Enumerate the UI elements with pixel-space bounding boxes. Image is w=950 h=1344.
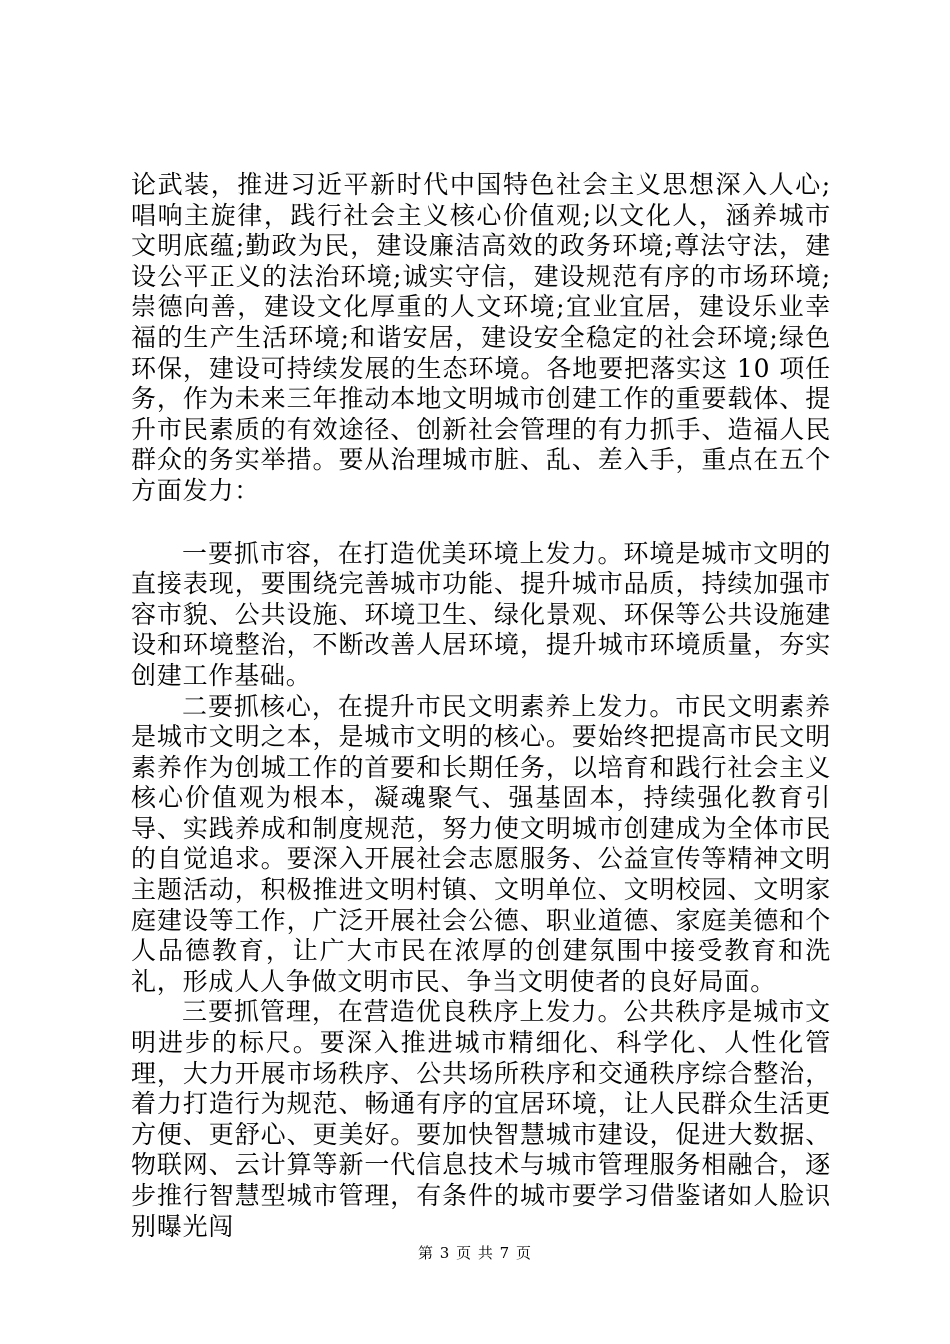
paragraph-city-appearance: 一要抓市容，在打造优美环境上发力。环境是城市文明的直接表现，要围绕完善城市功能、提升城市品质，持续加强市容市貌、公共设施、环境卫生、绿化景观、环保等公共设施建设和环境整治，不断改善人居环境，提升城市环境质量，夯实创建工作基础。 bbox=[131, 538, 831, 690]
document-body bbox=[131, 170, 831, 1242]
paragraph-citizen-civility: 二要抓核心，在提升市民文明素养上发力。市民文明素养是城市文明之本，是城市文明的核心。要始终把提高市民文明素养作为创城工作的首要和长期任务，以培育和践行社会主义核心价值观为根本，凝魂聚气、强基固本，持续强化教育引导、实践养成和制度规范，努力使文明城市创建成为全体市民的自觉追求。要深入开展社会志愿服务、公益宣传等精神文明主题活动，积极推进文明村镇、文明单位、文明校园、文明家庭建设等工作，广泛开展社会公德、职业道德、家庭美德和个人品德教育，让广大市民在浓厚的创建氛围中接受教育和洗礼，形成人人争做文明市民、争当文明使者的良好局面。 bbox=[131, 691, 831, 996]
paragraph-management-order: 三要抓管理，在营造优良秩序上发力。公共秩序是城市文明进步的标尺。要深入推进城市精细化、科学化、人性化管理，大力开展市场秩序、公共场所秩序和交通秩序综合整治，着力打造行为规范、畅通有序的宜居环境，让人民群众生活更方便、更舒心、更美好。要加快智慧城市建设，促进大数据、物联网、云计算等新一代信息技术与城市管理服务相融合，逐步推行智慧型城市管理，有条件的城市要学习借鉴诸如人脸识别曝光闯 bbox=[131, 997, 831, 1241]
page-number-footer: 第 3 页 共 7 页 bbox=[418, 1244, 532, 1262]
paragraph-gap bbox=[131, 507, 831, 539]
paragraph-continuation: 论武装，推进习近平新时代中国特色社会主义思想深入人心;唱响主旋律，践行社会主义核心价值观;以文化人，涵养城市文明底蕴;勤政为民，建设廉洁高效的政务环境;尊法守法，建设公平正义的法治环境;诚实守信，建设规范有序的市场环境;崇德向善，建设文化厚重的人文环境;宜业宜居，建设乐业幸福的生产生活环境;和谐安居，建设安全稳定的社会环境;绿色环保，建设可持续发展的生态环境。各地要把落实这 10 项任务，作为未来三年推动本地文明城市创建工作的重要载体、提升市民素质的有效途径、创新社会管理的有力抓手、造福人民群众的务实举措。要从治理城市脏、乱、差入手，重点在五个方面发力： bbox=[131, 170, 831, 505]
